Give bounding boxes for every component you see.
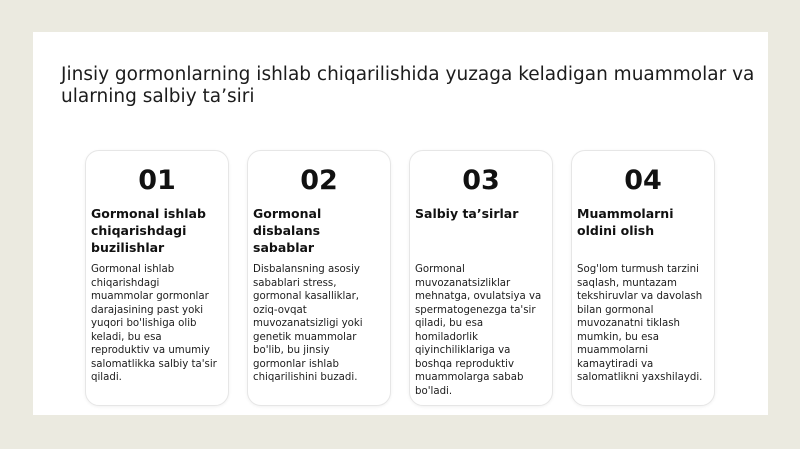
card-number: 03 [462, 165, 500, 196]
card-04 [571, 150, 715, 406]
card-number: 02 [300, 165, 338, 196]
slide-title: Jinsiy gormonlarning ishlab chiqarilishida yuzaga keladigan muammolar va ularning salbiy ta’siri [61, 64, 755, 107]
card-heading: Muammolarni oldini olish [577, 206, 674, 238]
card-heading: Gormonal ishlab chiqarishdagi buzilishlar [91, 206, 206, 255]
card-body: Sog'lom turmush tarzini saqlash, muntazam tekshiruvlar va davolash bilan gormonal muvozanatni tiklash mumkin, bu esa muammolarni kamaytiradi va salomatlikni yaxshilaydi. [577, 264, 703, 383]
card-number: 04 [624, 165, 662, 196]
card-heading: Salbiy ta’sirlar [415, 206, 519, 221]
card-number: 01 [138, 165, 176, 196]
card-01 [85, 150, 229, 406]
card-body: Gormonal ishlab chiqarishdagi muammolar gormonlar darajasining past yoki yuqori bo'lishiga olib keladi, bu esa reproduktiv va umumiy salomatlikka salbiy ta'sir qiladi. [91, 264, 217, 383]
card-03 [409, 150, 553, 406]
card-02 [247, 150, 391, 406]
card-heading: Gormonal disbalans sabablar [253, 206, 322, 255]
slide [33, 32, 768, 415]
card-body: Gormonal muvozanatsizliklar mehnatga, ovulatsiya va spermatogenezga ta'sir qiladi, bu esa homiladorlik qiyinchiliklariga va boshqa reproduktiv muammolarga sabab bo'ladi. [415, 264, 542, 397]
card-body: Disbalansning asosiy sabablari stress, gormonal kasalliklar, oziq-ovqat muvozanatsizligi yoki genetik muammolar bo'lib, bu jinsiy gormonlar ishlab chiqarilishini buzadi. [253, 264, 363, 383]
